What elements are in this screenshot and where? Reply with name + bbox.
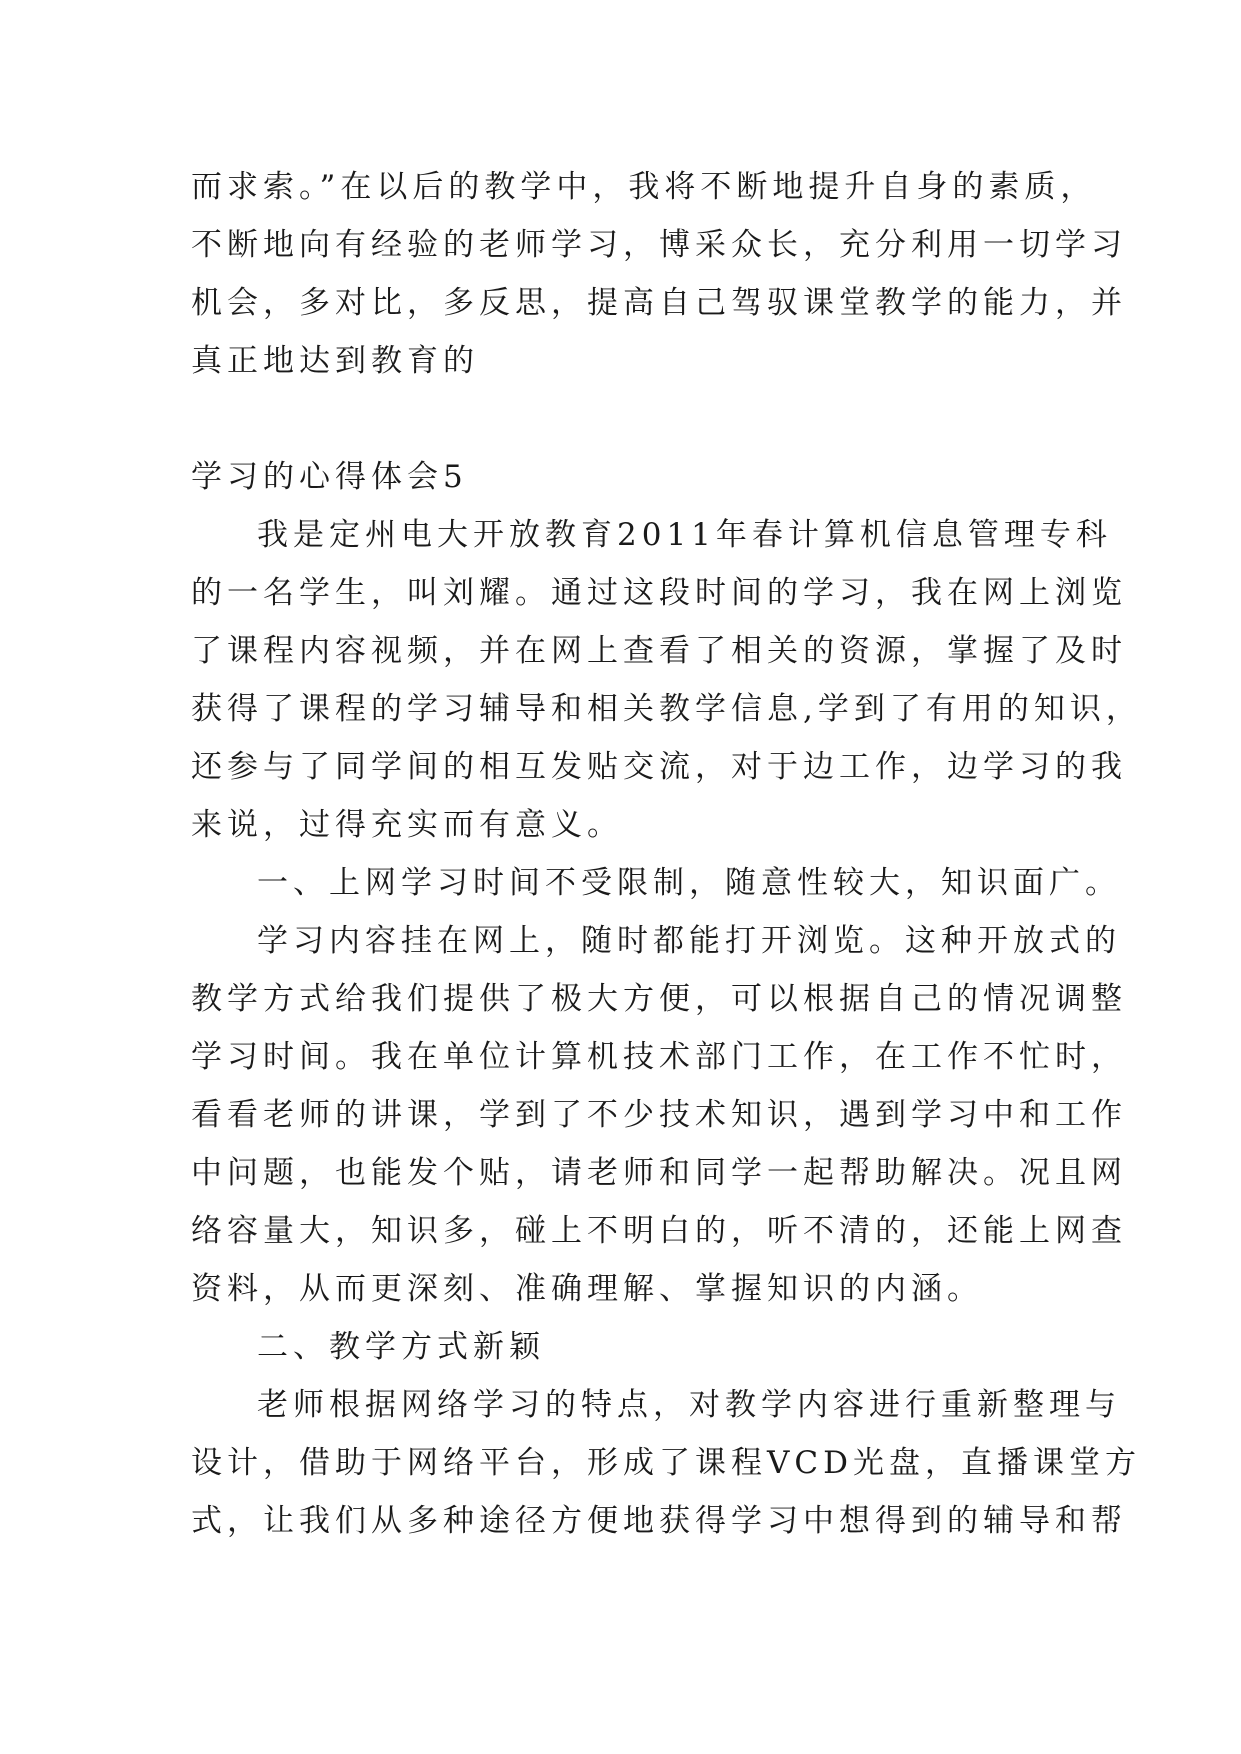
text-line: 学习时间。我在单位计算机技术部门工作，在工作不忙时， [191, 1039, 1127, 1075]
paragraph-point-two [191, 1376, 1141, 1550]
text-line: 获得了课程的学习辅导和相关教学信息,学到了有用的知识， [191, 691, 1142, 727]
paragraph-intro [191, 506, 1142, 854]
document-body [191, 158, 1142, 1550]
point-one-heading: 一、上网学习时间不受限制，随意性较大，知识面广。 [257, 865, 1121, 901]
continued-paragraph [191, 158, 1127, 390]
text-line: 的一名学生，叫刘耀。通过这段时间的学习，我在网上浏览 [191, 575, 1127, 611]
text-line: 老师根据网络学习的特点，对教学内容进行重新整理与 [257, 1387, 1121, 1423]
section-heading: 学习的心得体会5 [191, 459, 468, 495]
text-line: 机会，多对比，多反思，提高自己驾驭课堂教学的能力，并 [191, 285, 1127, 321]
section-spacer [191, 390, 1081, 448]
text-line: 络容量大，知识多，碰上不明白的，听不清的，还能上网查 [191, 1213, 1127, 1249]
text-line: 中问题，也能发个贴，请老师和同学一起帮助解决。况且网 [191, 1155, 1127, 1191]
point-two-heading: 二、教学方式新颖 [257, 1329, 545, 1365]
text-line: 真正地达到教育的 [191, 343, 479, 379]
text-line: 资料，从而更深刻、准确理解、掌握知识的内涵。 [191, 1271, 983, 1307]
text-line: 看看老师的讲课，学到了不少技术知识，遇到学习中和工作 [191, 1097, 1127, 1133]
text-line: 教学方式给我们提供了极大方便，可以根据自己的情况调整 [191, 981, 1127, 1017]
text-line: 不断地向有经验的老师学习，博采众长，充分利用一切学习 [191, 227, 1127, 263]
text-line: 式，让我们从多种途径方便地获得学习中想得到的辅导和帮 [191, 1503, 1127, 1539]
text-line: 来说，过得充实而有意义。 [191, 807, 623, 843]
text-line: 了课程内容视频，并在网上查看了相关的资源，掌握了及时 [191, 633, 1127, 669]
text-line: 而求索。”在以后的教学中，我将不断地提升自身的素质， [191, 169, 1097, 205]
text-line: 设计，借助于网络平台，形成了课程VCD光盘，直播课堂方 [191, 1445, 1141, 1481]
text-line: 还参与了同学间的相互发贴交流，对于边工作，边学习的我 [191, 749, 1127, 785]
text-line: 我是定州电大开放教育2011年春计算机信息管理专科 [257, 517, 1112, 553]
text-line: 学习内容挂在网上，随时都能打开浏览。这种开放式的 [257, 923, 1121, 959]
paragraph-point-one [191, 912, 1127, 1318]
